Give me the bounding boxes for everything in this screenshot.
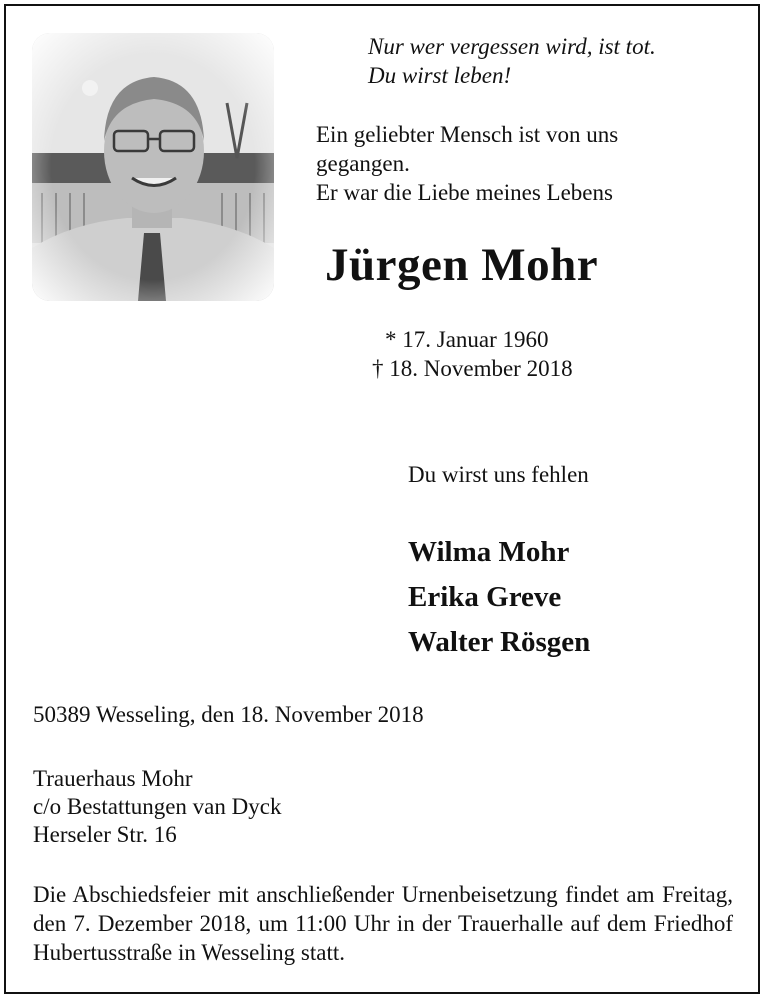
intro-text	[316, 120, 716, 207]
closing-phrase: Du wirst uns fehlen	[408, 462, 589, 487]
mourner-name: Erika Greve	[408, 581, 562, 613]
quote-line: Du wirst leben!	[368, 63, 512, 88]
ceremony-notice: Die Abschiedsfeier mit anschließender Urnenbeisetzung findet am Freitag, den 7. Dezember 2018, um 11:00 Uhr in der Trauerhalle auf dem Friedhof Hubertusstraße in Wesseling statt.	[33, 882, 733, 965]
intro-line: Ein geliebter Mensch ist von uns	[316, 122, 619, 147]
mourners-list	[408, 530, 590, 665]
life-dates	[372, 325, 573, 383]
birth-date: * 17. Januar 1960	[385, 327, 549, 352]
death-date: † 18. November 2018	[372, 356, 573, 381]
address-line: Herseler Str. 16	[33, 822, 177, 847]
quote-line: Nur wer vergessen wird, ist tot.	[368, 34, 656, 59]
mourner-name: Wilma Mohr	[408, 536, 570, 568]
deceased-name: Jürgen Mohr	[325, 239, 599, 291]
mourner-name: Walter Rösgen	[408, 626, 591, 658]
intro-line: gegangen.	[316, 151, 410, 176]
memorial-quote	[368, 32, 656, 90]
address-line: c/o Bestattungen van Dyck	[33, 794, 282, 819]
contact-address	[33, 765, 281, 849]
portrait-photo-icon	[32, 33, 274, 301]
place-and-date: 50389 Wesseling, den 18. November 2018	[33, 702, 424, 727]
intro-line: Er war die Liebe meines Lebens	[316, 180, 613, 205]
portrait-photo	[32, 33, 274, 301]
address-line: Trauerhaus Mohr	[33, 766, 193, 791]
